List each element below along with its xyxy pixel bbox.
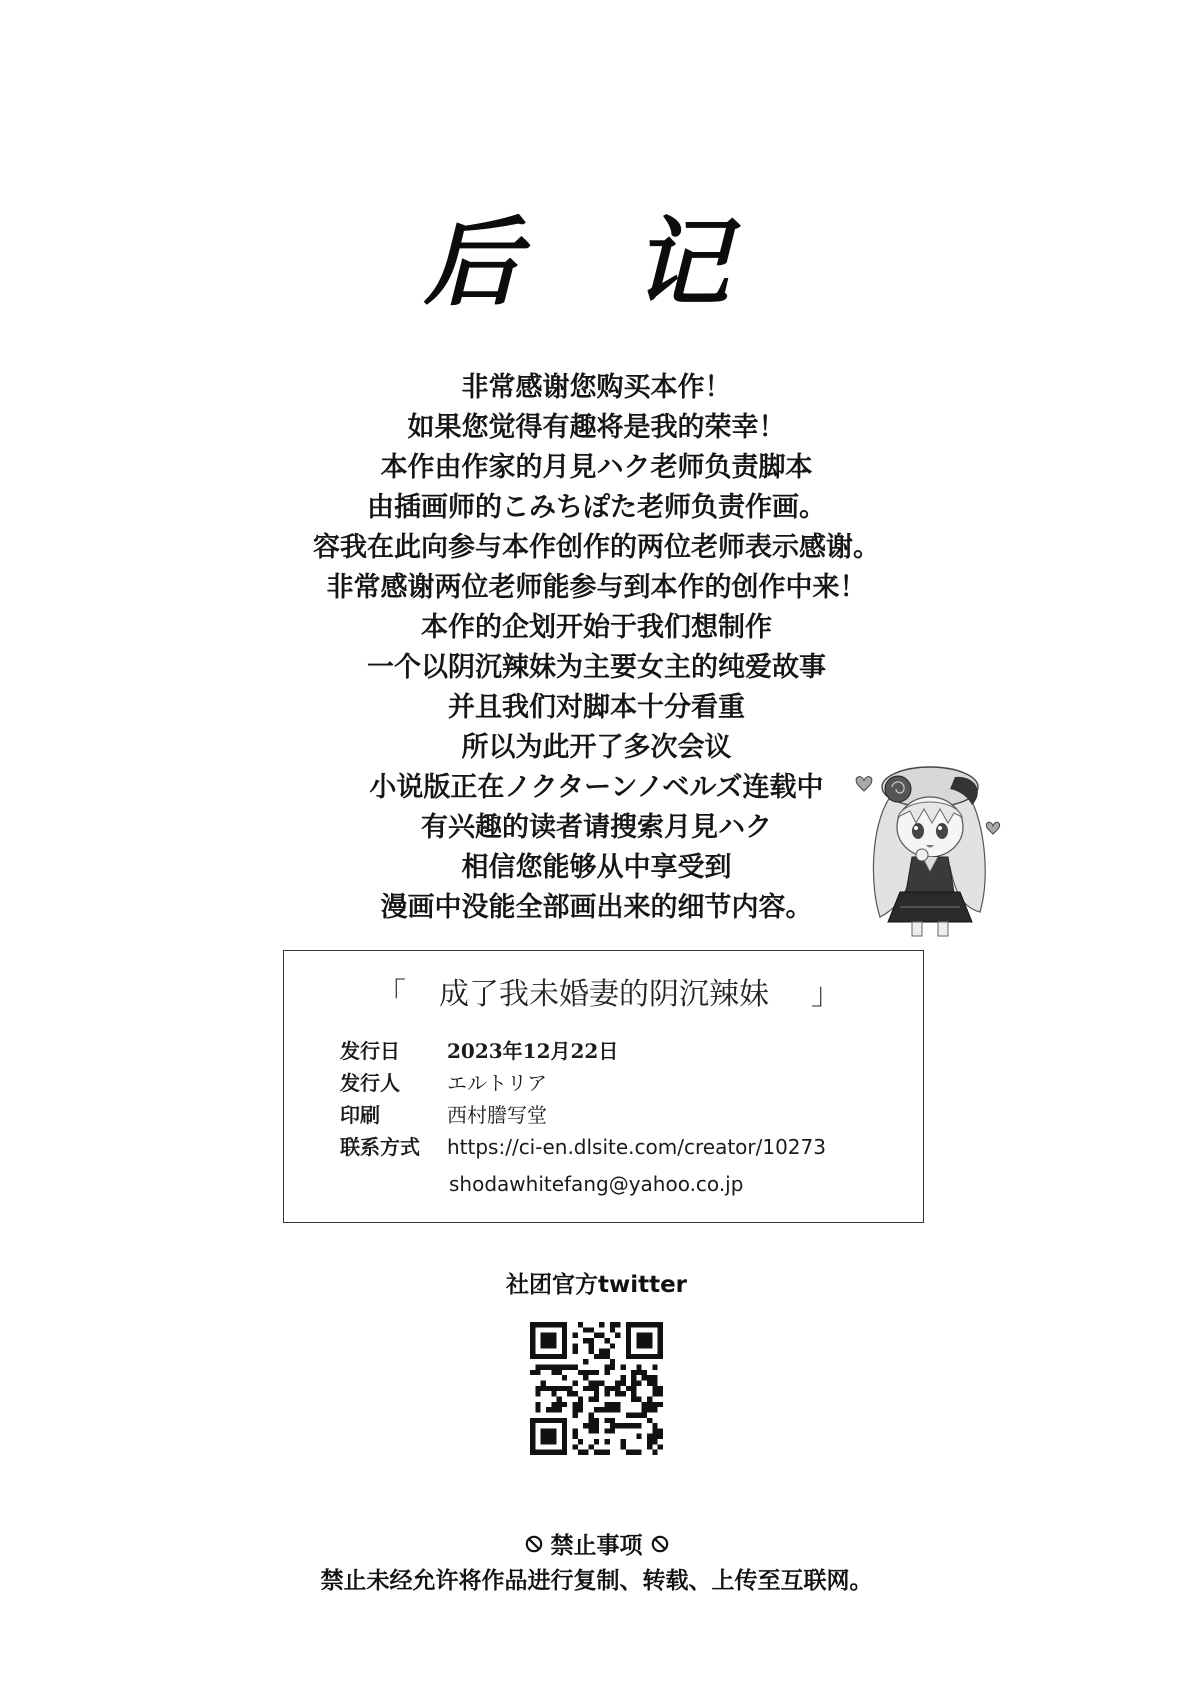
contact-url[interactable]: https://ci-en.dlsite.com/creator/10273: [447, 1135, 826, 1159]
contact-label: 联系方式: [340, 1135, 420, 1159]
prohibited-text: 禁止未经允许将作品进行复制、转载、上传至互联网。: [320, 1568, 873, 1594]
afterword-line: 所以为此开了多次会议: [461, 732, 732, 763]
contact-email[interactable]: shodawhitefang@yahoo.co.jp: [449, 1172, 744, 1196]
printer-value: 西村謄写堂: [447, 1103, 547, 1127]
publisher-value: エルトリア: [447, 1071, 547, 1095]
afterword-line: 非常感谢两位老师能参与到本作的创作中来！: [326, 572, 867, 603]
afterword-line: 本作的企划开始于我们想制作: [421, 612, 772, 643]
publisher-label: 发行人: [340, 1071, 400, 1095]
afterword-body: [0, 368, 1193, 928]
afterword-line: 并且我们对脚本十分看重: [448, 692, 745, 723]
colophon-box: [283, 950, 924, 1223]
afterword-line: 一个以阴沉辣妹为主要女主的纯爱故事: [367, 652, 826, 683]
afterword-line: 容我在此向参与本作创作的两位老师表示感谢。: [313, 532, 880, 563]
afterword-line: 小说版正在ノクターンノベルズ连载中: [369, 772, 824, 803]
qr-code[interactable]: [530, 1322, 663, 1455]
close-bracket: 」: [811, 977, 841, 1012]
release-date-value: 2023年12月22日: [447, 1039, 619, 1063]
page-title: 后 记: [423, 206, 770, 319]
prohibited-icon: [525, 1535, 543, 1553]
chibi-character-illustration: [850, 757, 1010, 942]
afterword-line: 如果您觉得有趣将是我的荣幸！: [407, 412, 786, 443]
prohibited-icon: [651, 1535, 669, 1553]
book-title-line: [284, 975, 923, 1015]
afterword-line: 本作由作家的月見ハク老师负责脚本: [380, 452, 813, 483]
afterword-line: 由插画师的こみちぽた老师负责作画。: [367, 492, 826, 523]
afterword-line: 漫画中没能全部画出来的细节内容。: [380, 892, 813, 923]
afterword-line: 非常感谢您购买本作！: [461, 372, 732, 403]
twitter-label: 社团官方twitter: [505, 1272, 688, 1298]
open-bracket: 「: [376, 977, 406, 1012]
afterword-line: 有兴趣的读者请搜索月見ハク: [421, 812, 772, 843]
prohibited-heading: [0, 1527, 1193, 1560]
prohibited-title: 禁止事项: [550, 1533, 643, 1559]
afterword-line: 相信您能够从中享受到: [461, 852, 732, 883]
printer-label: 印刷: [340, 1103, 380, 1127]
release-date-label: 发行日: [340, 1039, 400, 1063]
book-title: 成了我未婚妻的阴沉辣妹: [439, 977, 769, 1012]
